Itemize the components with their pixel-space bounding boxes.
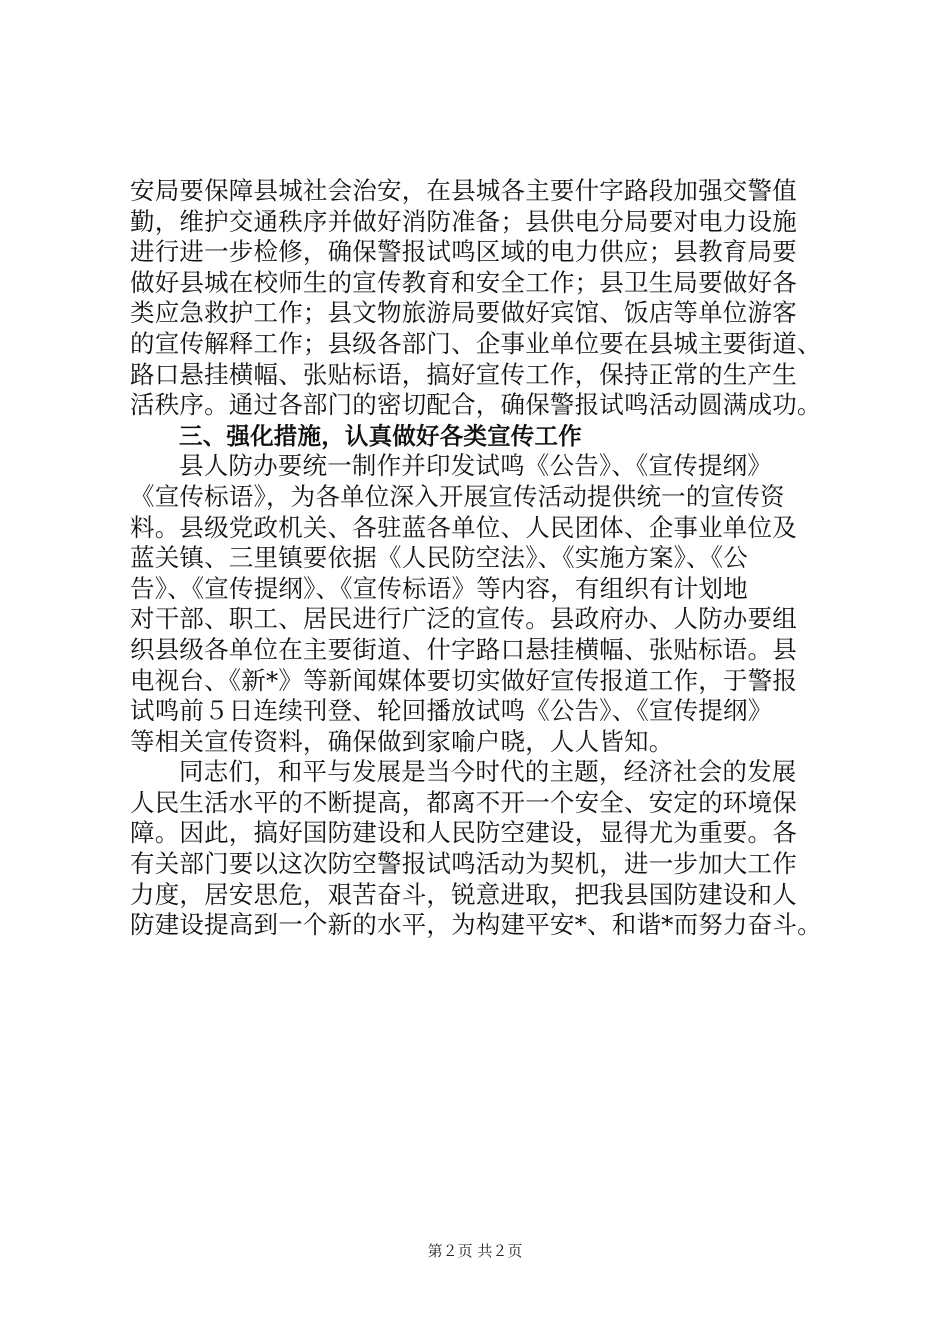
- text-line: 蓝关镇、三里镇要依据《人民防空法》、《实施方案》、《公: [130, 543, 748, 573]
- section-paragraph: [130, 451, 870, 757]
- text-line: 做好县城在校师生的宣传教育和安全工作；县卫生局要做好各: [130, 267, 797, 297]
- text-line: 对干部、职工、居民进行广泛的宣传。县政府办、人防办要组: [130, 604, 797, 634]
- text-line: 料。县级党政机关、各驻蓝各单位、人民团体、企事业单位及: [130, 512, 797, 542]
- text-line: 防建设提高到一个新的水平，为构建平安*、和谐*而努力奋斗。: [130, 910, 822, 940]
- text-line: 障。因此，搞好国防建设和人民防空建设，显得尤为重要。各: [130, 818, 797, 848]
- text-line: 告》、《宣传提纲》、《宣传标语》等内容，有组织有计划地: [130, 573, 748, 603]
- text-line: 试鸣前５日连续刊登、轮回播放试鸣《公告》、《宣传提纲》: [130, 696, 773, 726]
- text-line: 人民生活水平的不断提高，都离不开一个安全、安定的环境保: [130, 787, 797, 817]
- closing-paragraph: [130, 757, 870, 941]
- text-line: 《宣传标语》，为各单位深入开展宣传活动提供统一的宣传资: [130, 481, 785, 511]
- text-line: 活秩序。通过各部门的密切配合，确保警报试鸣活动圆满成功。: [130, 390, 822, 420]
- text-line: 力度，居安思危，艰苦奋斗，锐意进取，把我县国防建设和人: [130, 879, 797, 909]
- text-line: 等相关宣传资料，确保做到家喻户晓，人人皆知。: [130, 726, 674, 756]
- text-line: 织县级各单位在主要街道、什字路口悬挂横幅、张贴标语。县: [130, 634, 797, 664]
- paragraph-continuation: [130, 176, 870, 421]
- text-line: 有关部门要以这次防空警报试鸣活动为契机，进一步加大工作: [130, 849, 797, 879]
- text-line: 路口悬挂横幅、张贴标语，搞好宣传工作，保持正常的生产生: [130, 359, 797, 389]
- text-line: 进行进一步检修，确保警报试鸣区域的电力供应；县教育局要: [130, 237, 797, 267]
- text-line: 的宣传解释工作；县级各部门、企事业单位要在县城主要街道、: [130, 328, 822, 358]
- text-line: 电视台、《新*》等新闻媒体要切实做好宣传报道工作，于警报: [130, 665, 798, 695]
- text-line: 同志们，和平与发展是当今时代的主题，经济社会的发展: [179, 757, 797, 787]
- text-line: 类应急救护工作；县文物旅游局要做好宾馆、饭店等单位游客: [130, 298, 797, 328]
- section-heading: 三、强化措施，认真做好各类宣传工作: [179, 421, 582, 450]
- document-body: [130, 176, 870, 941]
- text-line: 安局要保障县城社会治安，在县城各主要什字路段加强交警值: [130, 176, 797, 205]
- text-line: 勤，维护交通秩序并做好消防准备；县供电分局要对电力设施: [130, 206, 797, 236]
- page-number-footer: 第２页 共２页: [427, 1242, 523, 1260]
- text-line: 县人防办要统一制作并印发试鸣《公告》、《宣传提纲》: [179, 451, 772, 481]
